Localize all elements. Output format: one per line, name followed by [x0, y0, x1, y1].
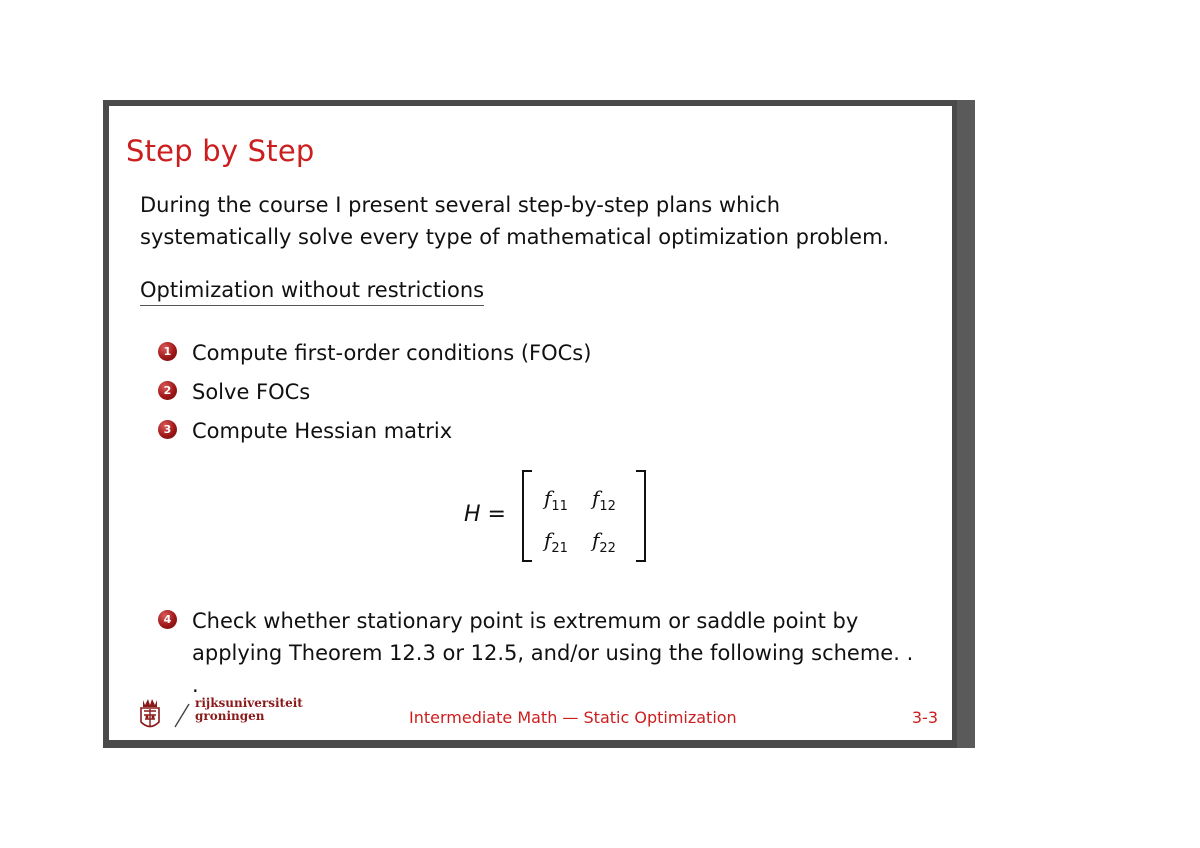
logo-line-1: rijksuniversiteit	[195, 696, 303, 710]
step-text: Compute Hessian matrix	[192, 419, 453, 443]
matrix-cell-11: $f_{11}$	[544, 486, 568, 514]
intro-line-1: During the course I present several step-by-step plans which	[140, 193, 781, 217]
university-logo	[139, 696, 309, 736]
step-item	[158, 605, 918, 701]
subheading: Optimization without restrictions	[140, 278, 484, 306]
footer-page-number: 3-3	[911, 708, 938, 727]
step-item	[158, 376, 310, 408]
matrix-cell-21: $f_{21}$	[544, 528, 568, 556]
matrix-right-bracket	[636, 470, 646, 562]
step-item	[158, 415, 452, 447]
step-text: Solve FOCs	[192, 380, 311, 404]
matrix-cell-22: $f_{22}$	[592, 528, 616, 556]
step-text-line-1: Check whether stationary point is extremum or saddle point by	[192, 609, 859, 633]
slide	[109, 106, 952, 740]
intro-line-2: systematically solve every type of mathematical optimization problem.	[140, 225, 890, 249]
logo-line-2: groningen	[195, 709, 265, 723]
hessian-matrix	[464, 466, 664, 566]
university-name	[195, 697, 303, 723]
step-item	[158, 337, 591, 369]
slide-title: Step by Step	[126, 134, 315, 168]
step-number-ball: 4	[158, 610, 177, 629]
step-number-ball: 2	[158, 381, 177, 400]
matrix-cell-12: $f_{12}$	[592, 486, 616, 514]
slide-shadow	[957, 100, 975, 748]
matrix-left-bracket	[522, 470, 532, 562]
university-crest-icon	[139, 696, 161, 732]
intro-text	[140, 189, 920, 253]
matrix-lhs: H =	[464, 502, 506, 527]
logo-slash-icon	[173, 702, 191, 728]
footer-course-title: Intermediate Math — Static Optimization	[409, 708, 737, 727]
slide-frame	[103, 100, 975, 748]
step-text	[192, 605, 918, 701]
step-text: Compute first-order conditions (FOCs)	[192, 341, 592, 365]
step-text-line-2: applying Theorem 12.3 or 12.5, and/or using the following scheme. . .	[192, 641, 914, 697]
slide-footer	[109, 690, 952, 740]
step-number-ball: 3	[158, 420, 177, 439]
step-number-ball: 1	[158, 342, 177, 361]
